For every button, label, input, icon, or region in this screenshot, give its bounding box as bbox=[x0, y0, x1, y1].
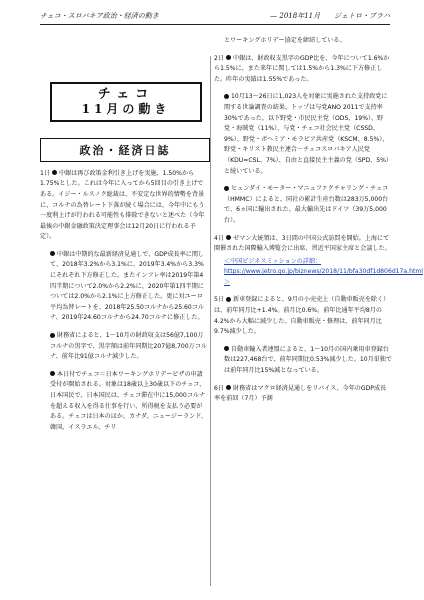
left-entry bbox=[40, 169, 208, 243]
bullet-icon bbox=[226, 297, 231, 302]
right-entry bbox=[214, 295, 392, 337]
entry-day: 5日 bbox=[214, 296, 224, 304]
header-date: — 2018年11月 bbox=[270, 12, 321, 20]
left-entry bbox=[40, 370, 208, 434]
page-header bbox=[40, 11, 390, 21]
right-column bbox=[214, 28, 423, 405]
left-column bbox=[40, 28, 208, 433]
entry-text: 財務省によると、1～10月の財政収支は56億7,100万コルナの黒字で、黒字額は前年同期比207億8,700万コルナ、前年比91億コルナ減少した。 bbox=[50, 332, 207, 361]
left-entry bbox=[40, 250, 208, 324]
right-entry bbox=[214, 384, 392, 405]
header-org: ジェトロ・プラハ bbox=[334, 12, 390, 20]
right-entry bbox=[214, 92, 392, 177]
entry-text: とワーキングホリデー協定を締結している。 bbox=[224, 37, 346, 44]
entry-text: 新車登録によると、9月の小売売上（自動車販売を除く）は、前年同月比+1.4%。前月比0.6%。前年比通年平均8月の4.2%から大幅に減少した。自動車販売・修理は、前年同月比9.7%減少した。 bbox=[214, 296, 390, 336]
header-rule bbox=[40, 24, 390, 25]
bullet-icon bbox=[226, 235, 231, 240]
entry-day: 1日 bbox=[40, 169, 50, 177]
right-entry bbox=[214, 345, 392, 377]
bullet-icon bbox=[50, 333, 55, 338]
bullet-icon bbox=[226, 385, 231, 390]
entry-day: 4日 bbox=[214, 234, 224, 242]
bullet-icon bbox=[226, 55, 231, 60]
bullet-icon bbox=[52, 170, 57, 175]
bullet-icon bbox=[224, 186, 229, 191]
right-entry bbox=[214, 184, 392, 226]
entry-text: ゼマン大統領は、3日間の中国公式訪問を開始。上海にて開催された国際輸入博覧会に出席、習近平国家主席と会談した。 bbox=[214, 234, 391, 253]
bullet-icon bbox=[224, 346, 229, 351]
title-month: 11月の動き bbox=[81, 101, 171, 116]
title-box bbox=[50, 82, 202, 122]
entry-text: 中銀は中期的な最新経済見通しで、GDP成長率に関して、2018年3.2%から3.1%に、2019年3.4%から3.3%にそれぞれ下方修正した。またインフレ率は2019年第4四半期について2.0%から2.2%に、2020年第1四半期については2.0%から2.1%に上方修正した。更に対ユーロ平均為替レートを、2018年25.50コルナから25.60コルナ、2019年24.60コルナから24.70コルナに修正した。 bbox=[50, 250, 205, 322]
bullet-icon bbox=[224, 94, 229, 99]
entry-text: 財務省はマクロ経済見通しをリバイス、今年のGDP成長率を前回（7月）予測 bbox=[214, 384, 387, 403]
entry-text: 10月13～26日に1,023人を対象に実施された支持政党に関する世論調査の結果、トップは与党ANO 2011で支持率30%であった。以下野党・市民民主党（ODS、19%）、野党・海賊党（11%）、与党・チェコ社会民主党（CSSD、9%）、野党・ボヘミア・モラビア共産党（KSCM、8.5%）、野党・キリスト教民主連合－チェコスロバキア人民党（KDU=CSL、7%）、自由と直接民主主義の党（SPD、5%）と続いている。 bbox=[224, 93, 392, 175]
right-entry bbox=[214, 234, 392, 255]
left-entry bbox=[40, 331, 208, 363]
title-country: チェコ bbox=[97, 87, 155, 102]
entry-text: 中銀は、財政収支黒字のGDP比を、今年について1.6%から1.5%に、また来年に関しては1.5%から1.3%に下方修正した。昨年の実績は1.55%であった。 bbox=[214, 54, 390, 83]
entry-text: ヒュンダイ・モーター・マニュファクチャリング・チェコ（HMMC）によると、同社の累計生産台数は283万5,000台で、6ヵ国に輸出された。最大輸出先はドイツ（39万5,000台）。 bbox=[224, 185, 389, 224]
entry-text: 本日付でチェコ＝日本ワーキングホリデービザの申請受付が開始される。対象は18歳以上30歳以下のチェコ、日本国民で、日本国民は、チェコ滞在中に15,000コルナを超える収入を得る仕事を行い、所得税を支払う必要がある。チェコは日本のほか、カナダ、ニュージーランド、韓国、イスラエル、チリ bbox=[50, 370, 207, 431]
entry-text: 中銀は再び政策金利引き上げを実施、1.50%から1.75%とした。これは今年に入ってから5回目の引き上げである。イジー・ルスノク総裁は、不安定な世界的情勢を背景に、コルナの為替レート下落が続く場合には、今年中にもう一度利上げが行われる可能性も排除できないと述べた（今年最後の中銀金融政策決定理事会は12月20日に行われる予定）。 bbox=[40, 169, 205, 241]
section-heading: 政治・経済日誌 bbox=[40, 138, 210, 162]
entry-day: 2日 bbox=[214, 54, 224, 62]
jetro-link[interactable]: ＜中国ビジネスミッションの詳細：https://www.jetro.go.jp/biznews/2018/11/bfa30df1d806d17a.html＞ bbox=[224, 257, 423, 286]
right-entry bbox=[214, 257, 423, 289]
bullet-icon bbox=[50, 251, 55, 256]
bullet-icon bbox=[50, 371, 55, 376]
entry-text: 自動車輸入者連盟によると、1～10月の国内乗用車登録台数は227,468台で、前年同期比0.53%減少した。10月単独では前年同月比15%減となっている。 bbox=[224, 345, 392, 375]
column-divider bbox=[210, 56, 211, 586]
entry-day: 6日 bbox=[214, 384, 224, 392]
right-entry bbox=[214, 36, 392, 47]
header-title: チェコ・スロバキア政治・経済の動き bbox=[40, 12, 159, 20]
right-entry bbox=[214, 54, 392, 86]
